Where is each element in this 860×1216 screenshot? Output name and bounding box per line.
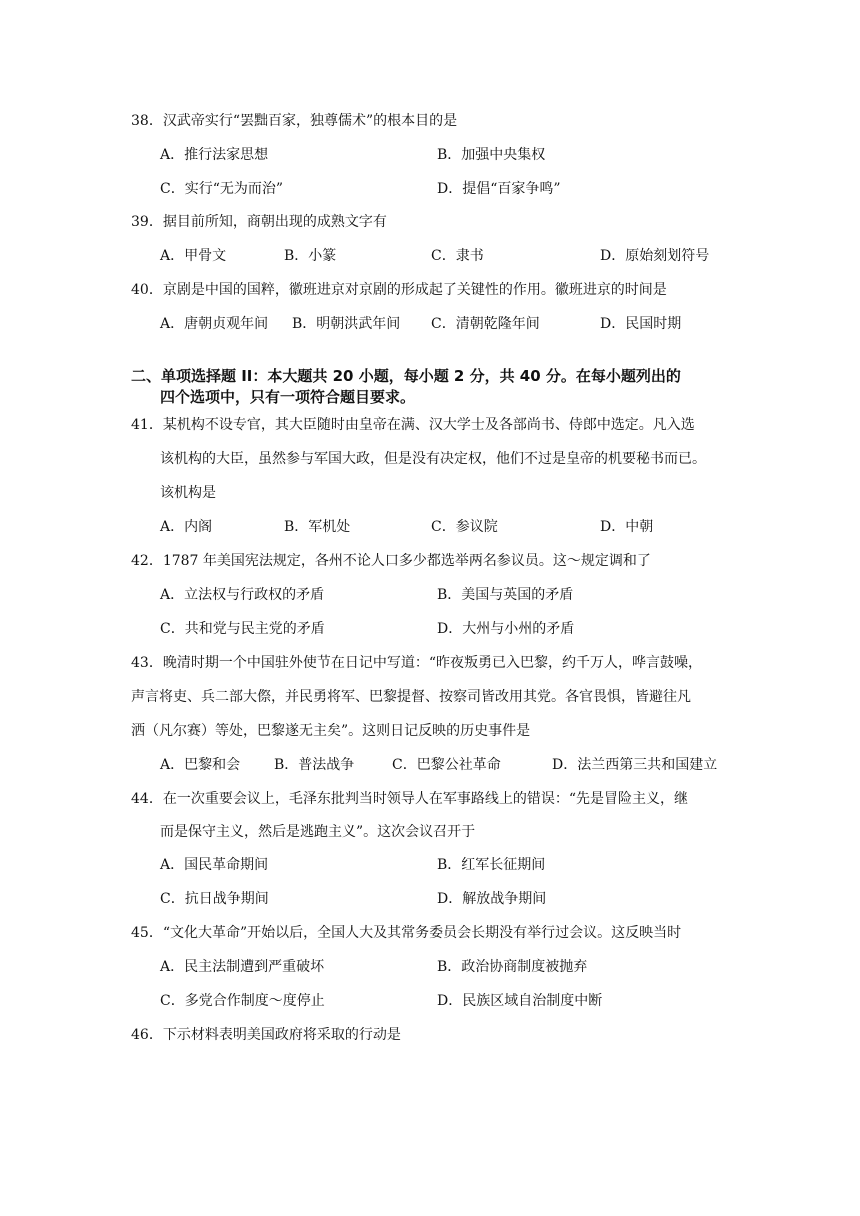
question-44-option-a: A．国民革命期间	[160, 857, 269, 873]
question-46-stem: 46．下示材料表明美国政府将采取的行动是	[131, 1027, 401, 1043]
question-43-stem-line-3: 洒（凡尔赛）等处，巴黎遂无主矣”。这则日记反映的历史事件是	[131, 723, 531, 739]
question-42-option-a: A．立法权与行政权的矛盾	[160, 587, 325, 603]
question-38-stem: 38．汉武帝实行“罢黜百家，独尊儒术”的根本目的是	[131, 113, 458, 129]
question-45-option-a: A．民主法制遭到严重破坏	[160, 959, 325, 975]
question-41-option-d: D．中朝	[600, 519, 654, 535]
question-41-option-c: C．参议院	[431, 519, 498, 535]
question-38-option-d: D．提倡“百家争鸣”	[437, 181, 561, 197]
question-39-option-a: A．甲骨文	[160, 248, 227, 264]
question-45-option-c: C．多党合作制度～度停止	[160, 993, 325, 1009]
question-41-stem-line-3: 该机构是	[160, 485, 216, 501]
question-40-option-b: B．明朝洪武年间	[292, 316, 401, 332]
question-38-option-a: A．推行法家思想	[160, 147, 269, 163]
question-39-stem: 39．据目前所知，商朝出现的成熟文字有	[131, 214, 387, 230]
question-44-option-d: D．解放战争期间	[437, 891, 547, 907]
question-45-stem: 45．“文化大革命”开始以后，全国人大及其常务委员会长期没有举行过会议。这反映当时	[131, 925, 682, 941]
question-40-option-c: C．清朝乾隆年间	[431, 316, 540, 332]
question-43-option-d: D．法兰西第三共和国建立	[552, 757, 718, 773]
question-41-option-b: B．军机处	[284, 519, 351, 535]
question-41-stem-line-2: 该机构的大臣，虽然参与军国大政，但是没有决定权，他们不过是皇帝的机要秘书而已。	[160, 451, 706, 467]
question-42-stem: 42．1787 年美国宪法规定，各州不论人口多少都选举两名参议员。这～规定调和了	[131, 553, 651, 569]
question-41-stem-line-1: 41．某机构不设专官，其大臣随时由皇帝在满、汉大学士及各部尚书、侍郎中选定。凡入选	[131, 417, 695, 433]
question-42-option-d: D．大州与小州的矛盾	[437, 621, 575, 637]
question-44-stem-line-2: 而是保守主义，然后是逃跑主义”。这次会议召开于	[160, 824, 476, 840]
question-43-option-c: C．巴黎公社革命	[392, 757, 501, 773]
question-43-stem-line-2: 声言将吏、兵二部大傺，并民勇将军、巴黎提督、按察司皆改用其党。各官畏惧，皆避往凡	[131, 689, 691, 705]
question-44-option-c: C．抗日战争期间	[160, 891, 269, 907]
section-2-heading-line-2: 四个选项中，只有一项符合题目要求。	[160, 388, 416, 406]
question-39-option-b: B．小篆	[284, 248, 337, 264]
question-39-option-d: D．原始刻划符号	[600, 248, 710, 264]
question-45-option-d: D．民族区域自治制度中断	[437, 993, 603, 1009]
question-44-option-b: B．红军长征期间	[437, 857, 546, 873]
question-40-option-a: A．唐朝贞观年间	[160, 316, 269, 332]
question-38-option-b: B．加强中央集权	[437, 147, 546, 163]
question-42-option-b: B．美国与英国的矛盾	[437, 587, 574, 603]
question-45-option-b: B．政治协商制度被抛弃	[437, 959, 588, 975]
question-43-option-b: B．普法战争	[274, 757, 355, 773]
question-43-stem-line-1: 43．晚清时期一个中国驻外使节在日记中写道：“昨夜叛勇已入巴黎，约千万人，哗言鼓噪，	[131, 655, 702, 671]
question-39-option-c: C．隶书	[431, 248, 484, 264]
question-44-stem-line-1: 44．在一次重要会议上，毛泽东批判当时领导人在军事路线上的错误：“先是冒险主义，继	[131, 791, 688, 807]
question-38-option-c: C．实行“无为而治”	[160, 181, 284, 197]
question-40-stem: 40．京剧是中国的国粹，徽班进京对京剧的形成起了关键性的作用。徽班进京的时间是	[131, 282, 667, 298]
question-41-option-a: A．内阁	[160, 519, 213, 535]
question-42-option-c: C．共和党与民主党的矛盾	[160, 621, 325, 637]
question-43-option-a: A．巴黎和会	[160, 757, 241, 773]
section-2-heading-line-1: 二、单项选择题 II：本大题共 20 小题，每小题 2 分，共 40 分。在每小题列出的	[131, 367, 681, 385]
question-40-option-d: D．民国时期	[600, 316, 682, 332]
